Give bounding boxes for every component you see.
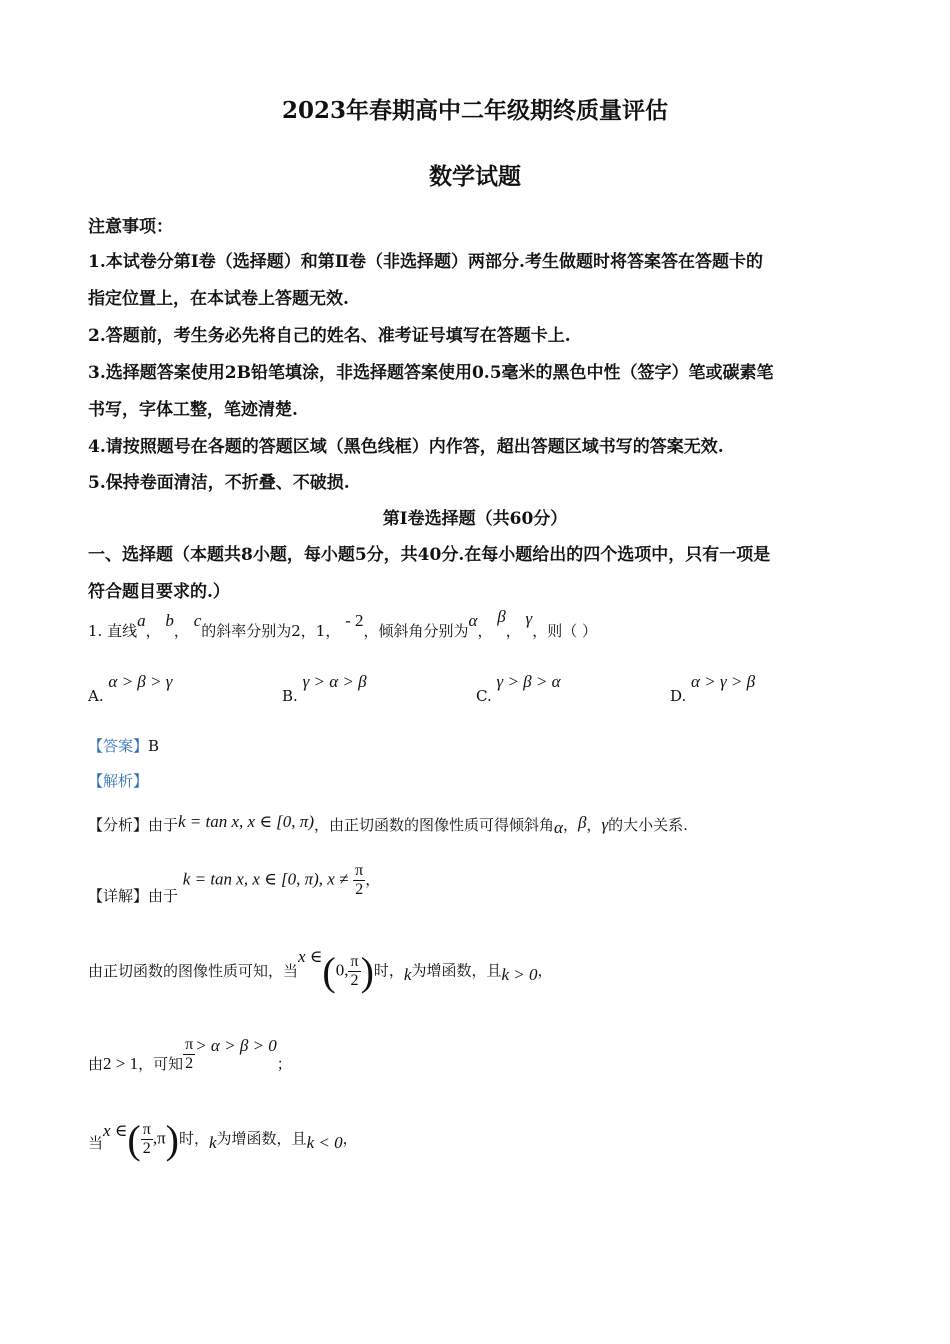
section-heading-a: 一、选择题（本题共8小题，每小题5分，共40分.在每小题给出的四个选项中，只有一项是 xyxy=(88,545,771,565)
l5-k-negative: k < 0 xyxy=(306,1132,343,1152)
right-paren-icon: ) xyxy=(360,949,374,994)
l4-text-b: ，可知 xyxy=(138,1054,184,1073)
l3-end: ， xyxy=(537,961,553,980)
part-one-heading: 第Ⅰ卷选择题（共60分） xyxy=(382,509,568,529)
l3-zero: 0, xyxy=(335,960,349,980)
frac-num: π xyxy=(142,1121,151,1138)
answer-tag: 【答案】 xyxy=(88,737,149,755)
l5-text-b: 时， xyxy=(178,1129,209,1148)
xiangjie-math: k = tan x, x ∈ [0, π), x ≠ xyxy=(182,869,349,889)
fenxi-alpha: α xyxy=(554,818,563,837)
option-b-expr: γ > α > β xyxy=(302,672,367,691)
var-gamma: γ xyxy=(525,609,533,628)
var-a: a xyxy=(137,611,146,630)
option-a-label: A. xyxy=(88,687,104,705)
note-5: 5.保持卷面清洁，不折叠、不破损. xyxy=(88,473,350,493)
right-paren-icon: ) xyxy=(165,1117,179,1162)
var-c: c xyxy=(193,611,202,630)
question-1-stem xyxy=(88,607,598,641)
left-paren-icon: ( xyxy=(127,1117,141,1162)
l3-text-b: 时， xyxy=(373,961,404,980)
var-b: b xyxy=(165,611,174,630)
pi-over-two xyxy=(353,862,365,899)
fenxi-line xyxy=(88,814,688,835)
page-subtitle: 数学试题 xyxy=(429,163,521,190)
l4-ineq: 2 > 1 xyxy=(103,1053,139,1073)
q1-comma: ， xyxy=(173,622,189,640)
frac-num: π xyxy=(185,1036,194,1053)
option-c-label: C. xyxy=(476,687,492,705)
l5-pi-over-two xyxy=(141,1121,153,1158)
fenxi-comma: ， xyxy=(586,816,602,834)
option-d[interactable] xyxy=(670,672,756,705)
fenxi-tag: 【分析】由于 xyxy=(88,816,179,834)
fenxi-beta: β xyxy=(577,813,587,832)
l4-rest: > α > β > 0 xyxy=(195,1035,277,1055)
l4-text-a: 由 xyxy=(88,1054,104,1073)
note-4: 4.请按照题号在各题的答题区域（黑色线框）内作答，超出答题区域书写的答案无效. xyxy=(88,437,724,457)
analysis-tag: 【解析】 xyxy=(88,772,149,790)
frac-den: 2 xyxy=(353,880,365,899)
l4-end: ； xyxy=(276,1054,292,1073)
fenxi-rest: ，由正切函数的图像性质可得倾斜角 xyxy=(313,816,554,834)
l5-x-in: x ∈ xyxy=(103,1120,128,1140)
l5-end: ， xyxy=(342,1129,358,1148)
l5-text-c: 为增函数，且 xyxy=(216,1129,307,1148)
xiangjie-line xyxy=(88,862,381,905)
l3-pi-over-two xyxy=(348,953,360,990)
frac-den: 2 xyxy=(348,971,360,990)
note-3a: 3.选择题答案使用2B铅笔填涂，非选择题答案使用0.5毫米的黑色中性（签字）笔或碳素笔 xyxy=(88,363,774,383)
frac-den: 2 xyxy=(141,1139,153,1158)
q1-comma: ， xyxy=(477,622,493,640)
note-3b: 书写，字体工整，笔迹清楚. xyxy=(88,400,298,420)
var-beta: β xyxy=(497,607,506,626)
l3-text-c: 为增函数，且 xyxy=(411,961,502,980)
xiangjie-end: ， xyxy=(365,870,381,889)
option-d-label: D. xyxy=(670,687,687,705)
answer-value: B xyxy=(148,737,160,755)
q1-stem-slopes: 的斜率分别为2，1， xyxy=(201,622,341,640)
option-c-expr: γ > β > α xyxy=(496,672,561,691)
l5-text-a: 当 xyxy=(88,1133,104,1152)
solution-line-5 xyxy=(88,1116,358,1163)
notes-heading: 注意事项： xyxy=(88,217,173,237)
q1-stem-angles: ，倾斜角分别为 xyxy=(363,622,469,640)
option-c[interactable] xyxy=(476,672,561,705)
option-a[interactable] xyxy=(88,672,173,705)
note-1b: 指定位置上，在本试卷上答题无效. xyxy=(88,289,349,309)
fenxi-comma: ， xyxy=(562,816,578,834)
neg-two: - 2 xyxy=(345,611,364,630)
frac-den: 2 xyxy=(183,1054,195,1073)
q1-stem-end: ，则（ ） xyxy=(532,622,598,640)
l3-k-positive: k > 0 xyxy=(501,964,538,984)
solution-line-3 xyxy=(88,948,553,995)
q1-comma: ， xyxy=(505,622,521,640)
section-heading-b: 符合题目要求的.） xyxy=(88,582,230,602)
l3-x-in: x ∈ xyxy=(298,946,323,966)
note-1a: 1.本试卷分第Ⅰ卷（选择题）和第Ⅱ卷（非选择题）两部分.考生做题时将答案答在答题卡的 xyxy=(88,252,763,272)
page-title: 2023年春期高中二年级期终质量评估 xyxy=(281,97,668,124)
fenxi-math: k = tan x, x ∈ [0, π) xyxy=(178,812,314,831)
l4-pi-over-two xyxy=(183,1036,195,1073)
option-d-expr: α > γ > β xyxy=(691,672,756,691)
fenxi-gamma: γ xyxy=(601,815,609,834)
frac-num: π xyxy=(355,862,364,879)
frac-num: π xyxy=(350,953,359,970)
note-2: 2.答题前，考生务必先将自己的姓名、准考证号填写在答题卡上. xyxy=(88,326,571,346)
l3-k: k xyxy=(403,964,412,984)
option-a-expr: α > β > γ xyxy=(108,672,173,691)
l5-k: k xyxy=(209,1132,217,1152)
l3-text-a: 由正切函数的图像性质可知，当 xyxy=(88,961,299,980)
q1-comma: ， xyxy=(145,622,161,640)
l5-pi: ,π xyxy=(152,1128,166,1148)
option-b-label: B. xyxy=(282,687,298,705)
var-alpha: α xyxy=(468,611,478,630)
q1-stem-start: 1. 直线 xyxy=(88,622,138,640)
option-b[interactable] xyxy=(282,672,367,705)
left-paren-icon: ( xyxy=(322,949,336,994)
solution-line-4 xyxy=(88,1036,292,1073)
xiangjie-tag: 【详解】由于 xyxy=(88,886,179,905)
answer-line xyxy=(88,735,159,756)
fenxi-end: 的大小关系. xyxy=(608,816,688,834)
